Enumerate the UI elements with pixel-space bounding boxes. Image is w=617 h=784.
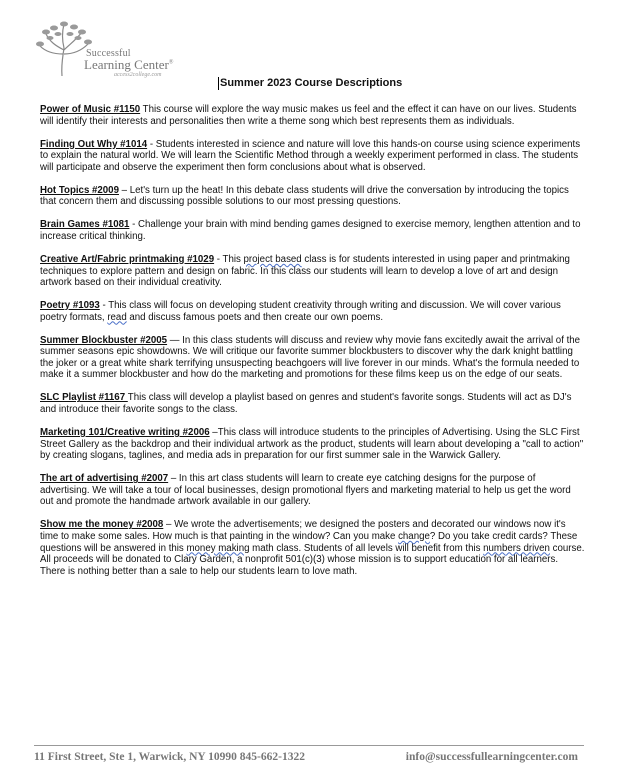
course-description [40, 519, 585, 577]
course-title: The art of advertising #2007 [40, 473, 169, 485]
course-title: Creative Art/Fabric printmaking #1029 [40, 253, 215, 265]
course-text: - This class will focus on developing student creativity through writing and discussion. We will cover various poetry formats, [40, 300, 561, 323]
course-description [40, 185, 585, 208]
course-description [40, 473, 585, 508]
course-text: –This class will introduce students to the principles of Advertising. Using the SLC First Street Gallery as the backdrop and their individual artwork as the product, students will learn about developing a "call to action" by creating slogans, taglines, and media ads in preparation for our first summer sale in the Warwick Gallery. [40, 427, 584, 462]
course-text: This course will explore the way music makes us feel and the effect it can have on our lives. Students will identify their interests and personalities then write a theme song which best represents them as individuals. [40, 104, 577, 127]
course-text: class is for students interested in using paper and printmaking techniques to explore pattern and design on fabric. In this class our students will learn to develop a love of art and design artwork based on their individual creativity. [40, 253, 570, 289]
footer [34, 745, 584, 768]
course-description [40, 335, 585, 381]
course-text: - Students interested in science and nature will love this hands-on course using science experiments to explain the natural world. We will learn the Scientific Method through a weekly experiment performed in class. The students will participate and observe the experiment then form conclusions about what is observed. [40, 138, 581, 173]
course-title: Summer Blockbuster #2005 [40, 334, 168, 346]
course-description [40, 139, 585, 174]
course-title: Brain Games #1081 [40, 219, 130, 231]
course-text: – In this art class students will learn to create eye catching designs for the purpose of advertising. We will take a tour of local businesses, design promotional flyers and marketing material to help us get the word out and promote the handmade artwork available in our gallery. [40, 473, 571, 508]
footer-address: 11 First Street, Ste 1, Warwick, NY 10990 845-662-1322 [34, 751, 305, 763]
flagged-phrase: numbers driven [483, 542, 550, 554]
flagged-phrase: read [107, 311, 127, 323]
course-title: Finding Out Why #1014 [40, 138, 148, 150]
course-text: course. All proceeds will be donated to Clary Garden, a nonprofit 501(c)(3) whose mission is to support education for all learners. There is nothing better than a sale to help our students learn to love math. [40, 542, 585, 577]
course-title: Show me the money #2008 [40, 519, 164, 531]
footer-email: info@successfullearningcenter.com [405, 751, 578, 763]
course-text: – We wrote the advertisements; we designed the posters and decorated our windows now it's time to make some sales. How much is that painting in the window? Can you make [40, 519, 566, 542]
course-text: - This [214, 253, 244, 265]
course-description [40, 300, 585, 323]
logo-name-line2: Learning Center® [84, 57, 174, 72]
course-description [40, 219, 585, 242]
document-title: Summer 2023 Course Descriptions [220, 77, 403, 89]
course-title: Marketing 101/Creative writing #2006 [40, 427, 210, 438]
course-title: Power of Music #1150 [40, 104, 141, 115]
flagged-phrase: project based [243, 253, 302, 265]
flagged-phrase: money making [186, 542, 250, 554]
course-title: Hot Topics #2009 [40, 184, 119, 196]
course-text: ? Do you take credit cards? These questions will be answered in this [40, 530, 578, 554]
course-text: – Let's turn up the heat! In this debate class students will drive the conversation by introducing the topics that concern them and discussing possible solutions to our most pressing questions. [40, 184, 569, 208]
course-description [40, 104, 585, 127]
course-text: — In this class students will discuss and review why movie fans excitedly await the arrival of the summer seasons epic showdowns. We will critique our favorite summer blockbusters to discover why the dark knight battling the joker or a great white shark terrifying unsuspecting beachgoers will live forever in our minds. What's the formula needed to make it a summer blockbuster and how do the marketing and promotions for these films keep us on the edge of our seats. [40, 334, 581, 381]
course-text: and discuss famous poets and then create our own poems. [126, 311, 384, 323]
course-description [40, 392, 585, 415]
course-description [40, 254, 585, 289]
logo-website: access2college.com [114, 72, 162, 78]
course-list [40, 104, 585, 589]
course-text: math class. Students of all levels will benefit from this [249, 542, 484, 554]
course-title: Poetry #1093 [40, 300, 100, 312]
logo [34, 20, 184, 78]
flagged-phrase: change [398, 530, 430, 542]
logo-name-line1: Successful [86, 48, 131, 59]
course-description [40, 427, 585, 462]
course-title: SLC Playlist #1167 [40, 392, 128, 404]
course-text: This class will develop a playlist based on genres and student's favorite songs. Students will act as DJ's and introduce their favorite songs to the class. [40, 392, 572, 416]
course-text: - Challenge your brain with mind bending games designed to exercise memory, lengthen attention and to increase critical thinking. [40, 219, 581, 242]
